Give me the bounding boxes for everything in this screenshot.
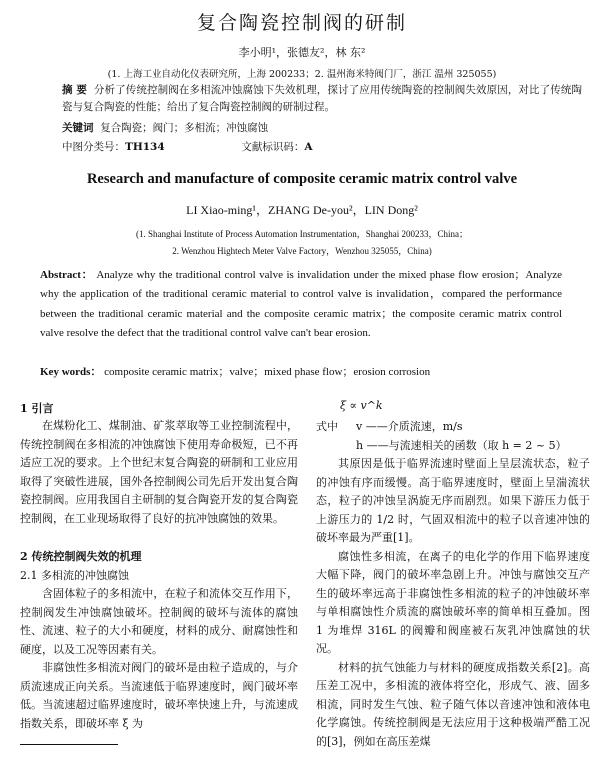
keywords-cn-text: 复合陶瓷；阀门；多相流；冲蚀腐蚀 bbox=[100, 122, 269, 134]
paper-title-cn: 复合陶瓷控制阀的研制 bbox=[196, 12, 407, 34]
keywords-en-text: composite ceramic matrix；valve；mixed phase flow；erosion corrosion bbox=[104, 366, 431, 378]
where-label: 式中 bbox=[316, 420, 338, 433]
keywords-cn-label: 关键词 bbox=[62, 122, 94, 134]
abstract-cn bbox=[62, 82, 582, 116]
classification-line bbox=[62, 139, 582, 156]
section-2-heading: 2 传统控制阀失效的机理 bbox=[20, 550, 142, 563]
clc-code: TH134 bbox=[125, 141, 165, 153]
footnote-rule bbox=[20, 744, 118, 745]
abstract-en bbox=[40, 266, 562, 343]
abstract-cn-label: 摘 要 bbox=[62, 84, 87, 96]
authors-cn: 李小明¹，张德友²，林 东² bbox=[238, 46, 366, 59]
doc-code: A bbox=[304, 141, 313, 153]
keywords-en-label: Key words： bbox=[40, 366, 102, 378]
section-1-body bbox=[20, 417, 298, 528]
section-1-heading: 1 引言 bbox=[20, 402, 54, 415]
section-2-1-heading: 2.1 多相流的冲蚀腐蚀 bbox=[20, 569, 129, 582]
clc-label: 中图分类号： bbox=[62, 141, 125, 153]
abstract-en-label: Abstract： bbox=[40, 269, 94, 281]
paragraph-3: 非腐蚀性多相流对阀门的破坏是由粒子造成的，与介质流速成正向关系。当流速低于临界速度时，阀门破坏率低。当流速超过临界速度时，破坏率快速上升，与流速成指数关系，即破坏率 ξ 为 bbox=[20, 661, 298, 730]
paragraph-2: 含固体粒子的多相流中，在粒子和流体交互作用下，控制阀发生冲蚀腐蚀破坏。控制阀的破坏与流体的腐蚀性、流速、粒子的大小和硬度，材料的成分、耐腐蚀性和硬度，以及工况等因素有关。 bbox=[20, 587, 298, 656]
abstract-en-text: Analyze why the traditional control valve is invalidation under the mixed phase flow erosion；Analyze why the application of the traditional ceramic material to control valve is invalidation，compared the performance between the traditional ceramic material and the composite ceramic matrix；the composite ceramic matrix control valve resolve the defect that the traditional control valve can't bear erosion. bbox=[40, 269, 562, 339]
formula-text: ξ ∝ v^k bbox=[340, 399, 383, 412]
paragraph-6: 材料的抗气蚀能力与材料的硬度成指数关系[2]。高压差工况中，多相流的液体将空化，形成气、液、固多相流，同时发生气蚀、粒子随气体以音速冲蚀和液体电化学腐蚀。传统控制阀是无法应用于这种极端严酷工况的[3]，例如在高压差煤 bbox=[316, 660, 590, 748]
formula bbox=[340, 399, 383, 412]
paragraph-5: 腐蚀性多相流，在离子的电化学的作用下临界速度大幅下降，阀门的破坏率急剧上升。冲蚀与腐蚀交互产生的破坏率远高于非腐蚀性多相流的粒子的冲蚀破坏率与单相腐蚀性介质流的腐蚀破坏率的简单相互叠加。图 1 为堆焊 316L 的阀瓣和阀座被石灰乳冲蚀腐蚀的状况。 bbox=[316, 549, 590, 655]
keywords-cn bbox=[62, 120, 582, 137]
affiliation-en-1: (1. Shanghai Institute of Process Automation Instrumentation，Shanghai 200233，China； bbox=[136, 229, 468, 239]
v-definition: v ——介质流速，m/s bbox=[356, 420, 463, 433]
right-column-body bbox=[316, 455, 590, 751]
authors-en: LI Xiao-ming¹，ZHANG De-you²，LIN Dong² bbox=[186, 203, 418, 217]
abstract-cn-text: 分析了传统控制阀在多相流冲蚀腐蚀下失效机理，探讨了应用传统陶瓷的控制阀失效原因，对比了传统陶瓷与复合陶瓷的性能；给出了复合陶瓷控制阀的研制过程。 bbox=[62, 84, 582, 113]
h-definition: h ——与流速相关的函数（取 h = 2 ~ 5） bbox=[356, 439, 567, 452]
keywords-en bbox=[40, 363, 562, 382]
affiliation-cn: (1. 上海工业自动化仪表研究所，上海 200233；2. 温州海米特阀门厂，浙江 温州 325055) bbox=[107, 69, 497, 80]
paper-title-en: Research and manufacture of composite ceramic matrix control valve bbox=[86, 171, 518, 187]
section-2-1-body bbox=[20, 585, 298, 733]
paragraph-4: 其原因是低于临界流速时壁面上呈层流状态，粒子的冲蚀有序而缓慢。高于临界速度时，壁面上呈湍流状态，粒子的冲蚀呈涡旋无序而剧烈。如果下游压力低于上游压力的 1/2 时，气固双相流中的粒子以音速冲蚀的破坏率最为严重[1]。 bbox=[316, 457, 590, 544]
doc-code-label: 文献标识码： bbox=[241, 141, 305, 153]
affiliation-en-2: 2. Wenzhou Hightech Meter Valve Factory，Wenzhou 325055，China) bbox=[172, 246, 432, 256]
intro-paragraph: 在煤粉化工、煤制油、矿浆萃取等工业控制流程中，传统控制阀在多相流的冲蚀腐蚀下使用寿命极短，已不再适应工况的要求。上个世纪末复合陶瓷的研制和工业应用取得了突破性进展，国外各控制阀公司先后开发出复合陶瓷控制阀。应用我国自主研制的复合陶瓷开发的复合陶瓷控制阀，在工业现场取得了良好的抗冲蚀腐蚀的效果。 bbox=[20, 419, 298, 525]
